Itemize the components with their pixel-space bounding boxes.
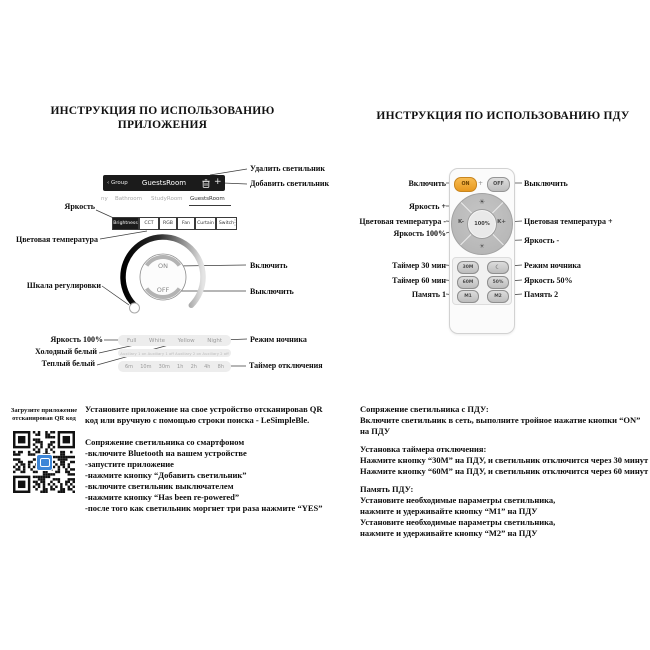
remote-30m-button: 30M xyxy=(457,261,479,274)
rc-ann-brightness-100: Яркость 100% xyxy=(393,229,446,238)
rc-ann-color-temp-minus: Цветовая температура - xyxy=(359,217,446,226)
timer-1h: 1h xyxy=(177,363,184,370)
rc-ann-color-temp-plus: Цветовая температура + xyxy=(524,217,613,226)
pairing-instructions xyxy=(85,437,335,514)
remote-k-plus: K+ xyxy=(497,219,506,225)
install-instructions: Установите приложение на свое устройство отсканировав QR код или вручную с помощью строки поиска - LeSimpleBle. xyxy=(85,404,323,425)
timer-30m: 30m xyxy=(158,363,170,370)
qr-center-app-icon xyxy=(36,454,53,471)
mode-button-fan: Fan xyxy=(177,217,195,230)
remote-off-button: OFF xyxy=(487,177,510,192)
app-title-bar xyxy=(103,175,225,191)
remote-center-button: 100% xyxy=(468,210,496,238)
quick-night: Night xyxy=(207,337,222,344)
remote-50-button: 50% xyxy=(487,276,509,289)
dial-handle xyxy=(130,303,140,313)
rc-memory-line1: Установите необходимые параметры светильника, xyxy=(360,495,556,505)
pairing-step-1: -включите Bluetooth на вашем устройстве xyxy=(85,448,247,458)
rc-ann-timer-30: Таймер 30 мин xyxy=(392,261,446,270)
ann-cold-white: Холодный белый xyxy=(35,347,97,356)
mode-button-rgb: RGB xyxy=(159,217,177,230)
qr-caption-line1: Загрузите приложение xyxy=(10,407,78,414)
app-tab-guestsroom: GuestsRoom xyxy=(190,196,225,202)
app-back-label: Group xyxy=(110,179,128,186)
app-room-title: GuestsRoom xyxy=(141,179,187,187)
remote-60m-button: 60M xyxy=(457,276,479,289)
mode-button-brightness: Brightness xyxy=(112,217,139,230)
ann-brightness-100: Яркость 100% xyxy=(50,335,103,344)
pairing-step-2: -запустите приложение xyxy=(85,459,174,469)
remote-m1-button: M1 xyxy=(457,290,479,303)
mode-button-cct: CCT xyxy=(139,217,159,230)
rc-ann-turn-on: Включить xyxy=(408,179,446,188)
rc-ann-memory-1: Память 1 xyxy=(411,290,446,299)
app-tab-partial: ny xyxy=(101,196,108,202)
ann-off-timer: Таймер отключения xyxy=(249,361,323,370)
rc-pairing-title: Сопряжение светильника с ПДУ: xyxy=(360,404,489,414)
rc-timer-line1: Нажмите кнопку “30M” на ПДУ, и светильник отключится через 30 минут xyxy=(360,455,649,465)
dial-off-label: OFF xyxy=(156,286,170,294)
rc-ann-night-mode: Режим ночника xyxy=(524,261,581,270)
plus-icon: + xyxy=(214,177,222,187)
app-mode-buttons xyxy=(112,217,237,230)
sun-icon: ☀ xyxy=(478,198,486,206)
ann-brightness: Яркость xyxy=(64,202,95,211)
dial-on-label: ON xyxy=(158,262,168,270)
remote-instructions-text xyxy=(360,404,650,539)
rc-ann-brightness-minus: Яркость - xyxy=(524,236,560,245)
timer-2h: 2h xyxy=(190,363,197,370)
rc-memory-title: Память ПДУ: xyxy=(360,484,414,494)
ann-add-light: Добавить светильник xyxy=(250,179,330,188)
pairing-step-4: -включите светильник выключателем xyxy=(85,481,234,491)
active-tab-underline xyxy=(189,205,231,207)
rc-memory-line3: Установите необходимые параметры светильника, xyxy=(360,517,556,527)
timer-8h: 8h xyxy=(217,363,224,370)
rc-ann-brightness-plus: Яркость + xyxy=(409,202,446,211)
rc-ann-brightness-50: Яркость 50% xyxy=(524,276,573,285)
left-title-line1: ИНСТРУКЦИЯ ПО ИСПОЛЬЗОВАНИЮ xyxy=(50,105,275,117)
mode-button-curtain: Curtain xyxy=(195,217,216,230)
rc-ann-turn-off: Выключить xyxy=(524,179,568,188)
ann-color-temp: Цветовая температура xyxy=(16,235,98,244)
timer-10m: 10m xyxy=(140,363,152,370)
timer-row xyxy=(118,361,231,372)
quick-yellow: Yellow xyxy=(177,337,195,344)
qr-caption xyxy=(2,407,86,423)
quick-mode-row xyxy=(118,335,231,346)
quick-full: Full xyxy=(127,337,137,344)
remote-on-button: ON xyxy=(454,177,477,192)
rc-memory-line4: нажмите и удерживайте кнопку “M2” на ПДУ xyxy=(360,528,538,538)
right-column-title: ИНСТРУКЦИЯ ПО ИСПОЛЬЗОВАНИЮ ПДУ xyxy=(376,110,630,122)
pairing-step-6: -после того как светильник моргнет три раза нажмите “YES” xyxy=(85,503,323,513)
app-tab-bathroom: Bathroom xyxy=(115,196,143,202)
pairing-title: Сопряжение светильника со смартфоном xyxy=(85,437,245,447)
rc-pairing-line: Включите светильник в сеть, выполните тройное нажатие кнопки “ON” на ПДУ xyxy=(360,415,641,436)
spacer xyxy=(360,477,650,484)
remote-m2-button: M2 xyxy=(487,290,509,303)
pairing-step-3: -нажмите кнопку “Добавить светильник” xyxy=(85,470,247,480)
ann-turn-off: Выключить xyxy=(250,287,294,296)
app-icon-glyph xyxy=(40,458,50,467)
ann-delete-light: Удалить светильник xyxy=(250,164,325,173)
ann-warm-white: Теплый белый xyxy=(41,359,95,368)
trash-icon xyxy=(202,179,210,188)
moon-icon: ☾ xyxy=(487,261,509,274)
chevron-left-icon: ‹ xyxy=(107,179,110,186)
ann-scale: Шкала регулировки xyxy=(26,281,101,290)
timer-6m: 6m xyxy=(125,363,134,370)
ann-night-mode: Режим ночника xyxy=(250,335,307,344)
left-title-line2: ПРИЛОЖЕНИЯ xyxy=(117,119,208,131)
auxiliary-row: Auxiliary 1 on Auxiliary 1 off Auxiliary 2 on Auxiliary 2 off xyxy=(118,349,231,357)
qr-caption-line2: отсканировав QR код xyxy=(12,415,76,422)
rc-memory-line2: нажмите и удерживайте кнопку “M1” на ПДУ xyxy=(360,506,538,516)
remote-plus-separator: + xyxy=(478,180,484,187)
rc-ann-memory-2: Память 2 xyxy=(524,290,559,299)
spacer xyxy=(360,437,650,444)
ann-turn-on: Включить xyxy=(250,261,288,270)
remote-k-minus: K- xyxy=(458,219,465,225)
vertical-dots-icon: ⋮ xyxy=(231,218,239,227)
pairing-step-5: -нажмите кнопку “Has been re-powered” xyxy=(85,492,240,502)
app-tab-studyroom: StudyRoom xyxy=(151,196,183,202)
quick-white: White xyxy=(149,337,166,344)
sun-dim-icon: ☀ xyxy=(479,243,485,250)
rc-ann-timer-60: Таймер 60 мин xyxy=(392,276,446,285)
timer-4h: 4h xyxy=(204,363,211,370)
rc-timer-line2: Нажмите кнопку “60M” на ПДУ, и светильник отключится через 60 минут xyxy=(360,466,649,476)
rc-timer-title: Установка таймера отключения: xyxy=(360,444,487,454)
mode-button-switch: Switch xyxy=(216,217,237,230)
